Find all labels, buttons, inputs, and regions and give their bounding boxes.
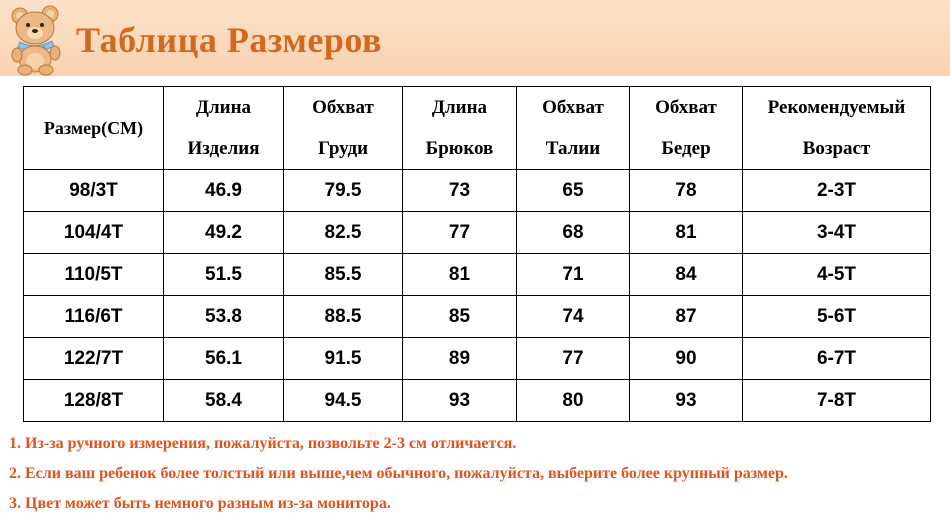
column-header-hips: Обхват Бедер: [630, 87, 743, 170]
column-header-waist: Обхват Талии: [517, 87, 630, 170]
table-header-row: [24, 87, 931, 170]
table-cell: 104/4T: [24, 212, 164, 254]
table-cell: 73: [403, 170, 517, 212]
table-cell: 82.5: [284, 212, 403, 254]
table-row: [24, 338, 931, 380]
table-row: [24, 254, 931, 296]
table-cell: 65: [517, 170, 630, 212]
table-cell: 90: [630, 338, 743, 380]
table-cell: 51.5: [164, 254, 284, 296]
table-row: [24, 296, 931, 338]
column-header-size: Размер(CM): [24, 87, 164, 170]
column-header-chest: Обхват Груди: [284, 87, 403, 170]
table-cell: 89: [403, 338, 517, 380]
note-line: 1. Из-за ручного измерения, пожалуйста, позвольте 2-3 см отличается.: [9, 435, 517, 452]
table-cell: 116/6T: [24, 296, 164, 338]
table-cell: 77: [517, 338, 630, 380]
table-cell: 80: [517, 380, 630, 422]
table-row: [24, 170, 931, 212]
table-cell: 85.5: [284, 254, 403, 296]
teddy-bear-icon: [8, 4, 70, 76]
table-cell: 98/3T: [24, 170, 164, 212]
table-cell: 77: [403, 212, 517, 254]
table-cell: 3-4T: [743, 212, 931, 254]
table-cell: 128/8T: [24, 380, 164, 422]
page-title: Таблица Размеров: [76, 20, 382, 60]
table-cell: 74: [517, 296, 630, 338]
table-cell: 81: [630, 212, 743, 254]
header-banner: [0, 0, 950, 76]
table-cell: 85: [403, 296, 517, 338]
table-cell: 122/7T: [24, 338, 164, 380]
table-cell: 49.2: [164, 212, 284, 254]
table-cell: 84: [630, 254, 743, 296]
column-header-length: Длина Изделия: [164, 87, 284, 170]
table-cell: 78: [630, 170, 743, 212]
table-cell: 91.5: [284, 338, 403, 380]
table-cell: 46.9: [164, 170, 284, 212]
table-cell: 88.5: [284, 296, 403, 338]
notes-section: [9, 432, 944, 522]
note-line: 2. Если ваш ребенок более толстый или выше,чем обычного, пожалуйста, выберите более крупный размер.: [9, 465, 788, 482]
table-cell: 7-8T: [743, 380, 931, 422]
table-cell: 68: [517, 212, 630, 254]
table-cell: 56.1: [164, 338, 284, 380]
note-line: 3. Цвет может быть немного разным из-за монитора.: [9, 495, 391, 512]
table-cell: 94.5: [284, 380, 403, 422]
table-row: [24, 380, 931, 422]
table-cell: 110/5T: [24, 254, 164, 296]
table-cell: 6-7T: [743, 338, 931, 380]
table-cell: 53.8: [164, 296, 284, 338]
table-row: [24, 212, 931, 254]
column-header-age: Рекомендуемый Возраст: [743, 87, 931, 170]
table-cell: 4-5T: [743, 254, 931, 296]
table-cell: 93: [403, 380, 517, 422]
size-table: [23, 86, 931, 422]
table-cell: 93: [630, 380, 743, 422]
table-cell: 87: [630, 296, 743, 338]
table-cell: 81: [403, 254, 517, 296]
column-header-pants-length: Длина Брюков: [403, 87, 517, 170]
table-cell: 79.5: [284, 170, 403, 212]
table-cell: 71: [517, 254, 630, 296]
table-cell: 5-6T: [743, 296, 931, 338]
table-cell: 58.4: [164, 380, 284, 422]
table-cell: 2-3T: [743, 170, 931, 212]
